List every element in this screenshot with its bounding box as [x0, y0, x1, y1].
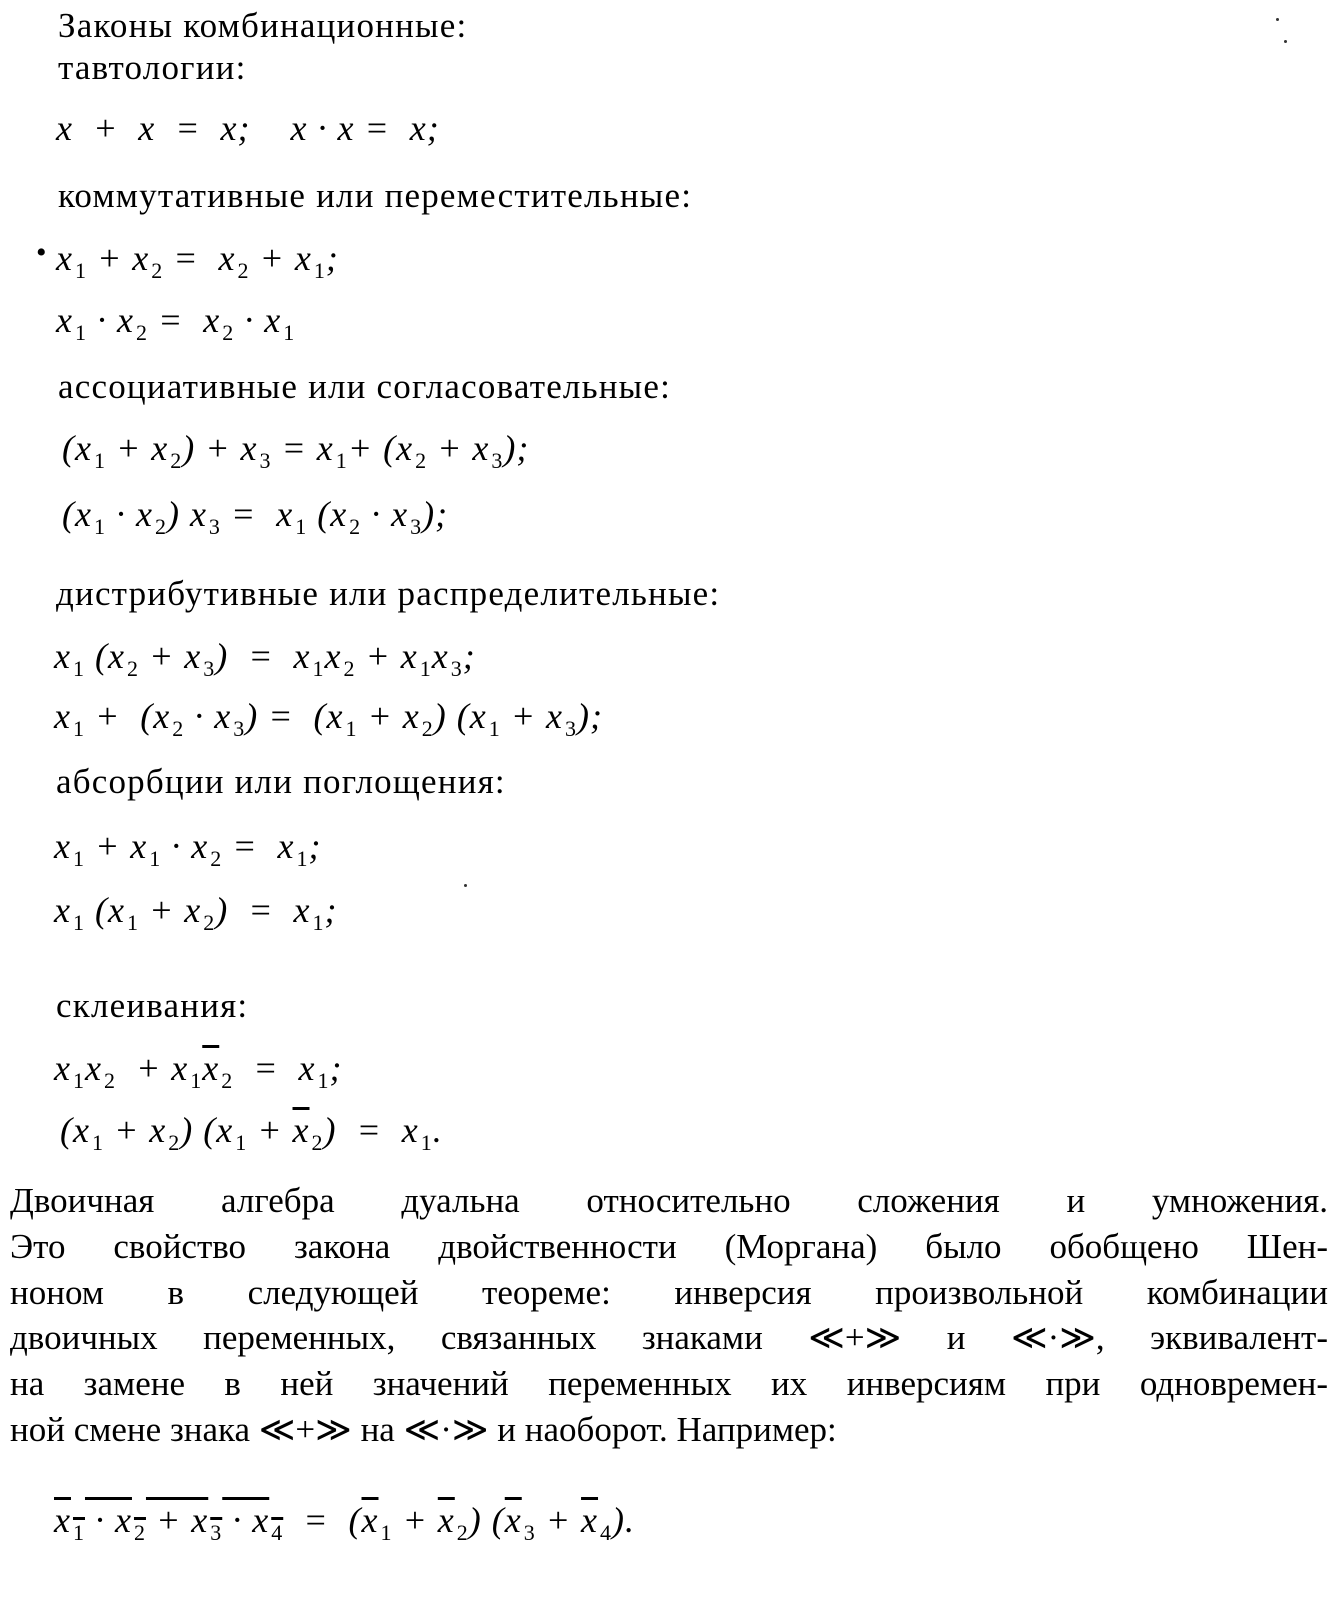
gluing-heading: склеивания:: [56, 986, 249, 1025]
absorption-heading: абсорбции или поглощения:: [56, 762, 506, 801]
paragraph-line: Двоичная алгебра дуальна относительно сложения и умножения.: [10, 1181, 1328, 1220]
associative-formula-2: $(x_1 \cdot x_2) x_3 = x_1$ $(x_2 \cdot x_3)$;: [62, 494, 449, 539]
scan-speck: [464, 884, 467, 887]
tautology-formula: x + x = x; x · x = x;: [56, 108, 440, 148]
scan-speck: [1276, 18, 1279, 21]
paragraph-line: двоичных переменных, связанных знаками ≪+≫ и ≪·≫, эквивалент-: [10, 1318, 1328, 1358]
associative-heading: ассоциативные или согласовательные:: [58, 367, 672, 406]
scan-speck: [1284, 40, 1287, 43]
commutative-formula-1: $x_1 + x_2 = x_2 + x_1$;: [56, 238, 339, 283]
distributive-heading: дистрибутивные или распределительные:: [56, 574, 721, 613]
paragraph-line: Это свойство закона двойственности (Моргана) было обобщено Шен-: [10, 1226, 1328, 1266]
tautology-heading: тавтологии:: [58, 48, 247, 87]
paragraph-line: ной смене знака ≪+≫ на ≪·≫ и наоборот. Например:: [10, 1409, 837, 1449]
main-heading: Законы комбинационные:: [58, 6, 468, 45]
absorption-formula-2: $x_1$ $(x_1 + x_2) = x_1$;: [54, 890, 338, 935]
final-formula: $x_1 \cdot x_2 + x_3 \cdot x_4 = (\overline{x}_1 + \overline{x}_2) (\overline{x}_3 + \overline{x}_4)$.: [54, 1500, 636, 1545]
distributive-formula-1: $x_1$ $(x_2 + x_3) = x_1x_2 + x_1x_3$;: [54, 636, 476, 681]
commutative-formula-2: $x_1 \cdot x_2 = x_2 \cdot x_1$: [56, 300, 296, 345]
morgan-paragraph: [10, 1178, 1328, 1453]
gluing-formula-1: $x_1x_2 + x_1\overline{x}_2 = x_1$;: [54, 1048, 343, 1093]
paragraph-line: ноном в следующей теореме: инверсия произвольной комбинации: [10, 1272, 1328, 1312]
margin-dot: •: [36, 236, 47, 269]
absorption-formula-1: $x_1 + x_1 \cdot x_2 = x_1$;: [54, 826, 322, 871]
gluing-formula-2: $(x_1 + x_2) (x_1 + \overline{x}_2) = x_1$.: [60, 1110, 443, 1155]
paragraph-line: на замене в ней значений переменных их инверсиям при одновремен-: [10, 1364, 1328, 1404]
commutative-heading: коммутативные или переместительные:: [58, 176, 693, 215]
associative-formula-1: $(x_1 + x_2) + x_3 = x_1+ (x_2 + x_3)$;: [62, 428, 530, 473]
distributive-formula-2: $x_1 + (x_2 \cdot x_3) = (x_1 + x_2) (x_1 + x_3)$;: [54, 696, 603, 741]
